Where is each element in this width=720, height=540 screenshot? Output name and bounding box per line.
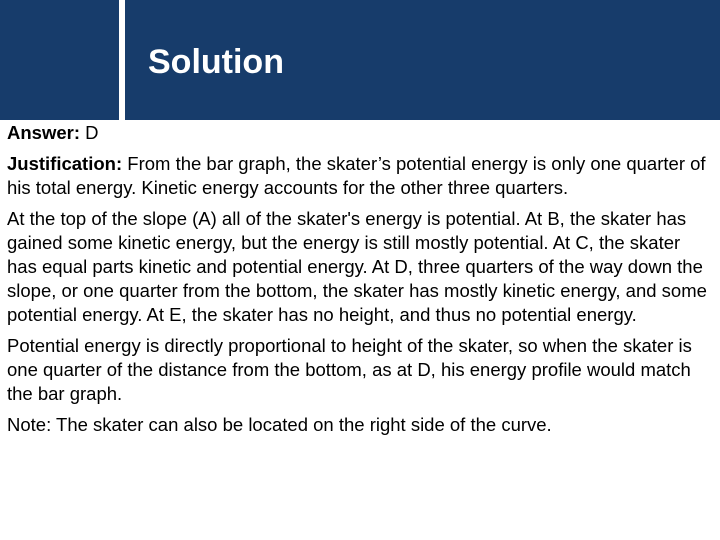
proportional-paragraph: Potential energy is directly proportional to height of the skater, so when the skater is one quarter of the distance from the bottom, as at D, his energy profile would match the bar graph. — [7, 335, 692, 404]
slope-paragraph: At the top of the slope (A) all of the skater's energy is potential. At B, the skater has gained some kinetic energy, but the energy is still mostly potential. At C, the skater has equal parts kinetic and potential energy. At D, three quarters of the way down the slope, or one quarter from the bottom, the skater has mostly kinetic energy, and some potential energy. At E, the skater has no height, and thus no potential energy. — [7, 208, 707, 325]
justification-paragraph — [7, 152, 715, 200]
slide-content — [7, 121, 715, 437]
slide-title: Solution — [148, 43, 284, 81]
header-left-block — [0, 0, 119, 120]
answer-label: Answer: — [7, 122, 80, 143]
answer-line — [7, 121, 715, 145]
note-paragraph: Note: The skater can also be located on the right side of the curve. — [7, 414, 552, 435]
justification-text: From the bar graph, the skater’s potential energy is only one quarter of his total energy. Kinetic energy accounts for the other three quarters. — [7, 153, 706, 198]
answer-value: D — [85, 122, 99, 143]
justification-label: Justification: — [7, 153, 123, 174]
